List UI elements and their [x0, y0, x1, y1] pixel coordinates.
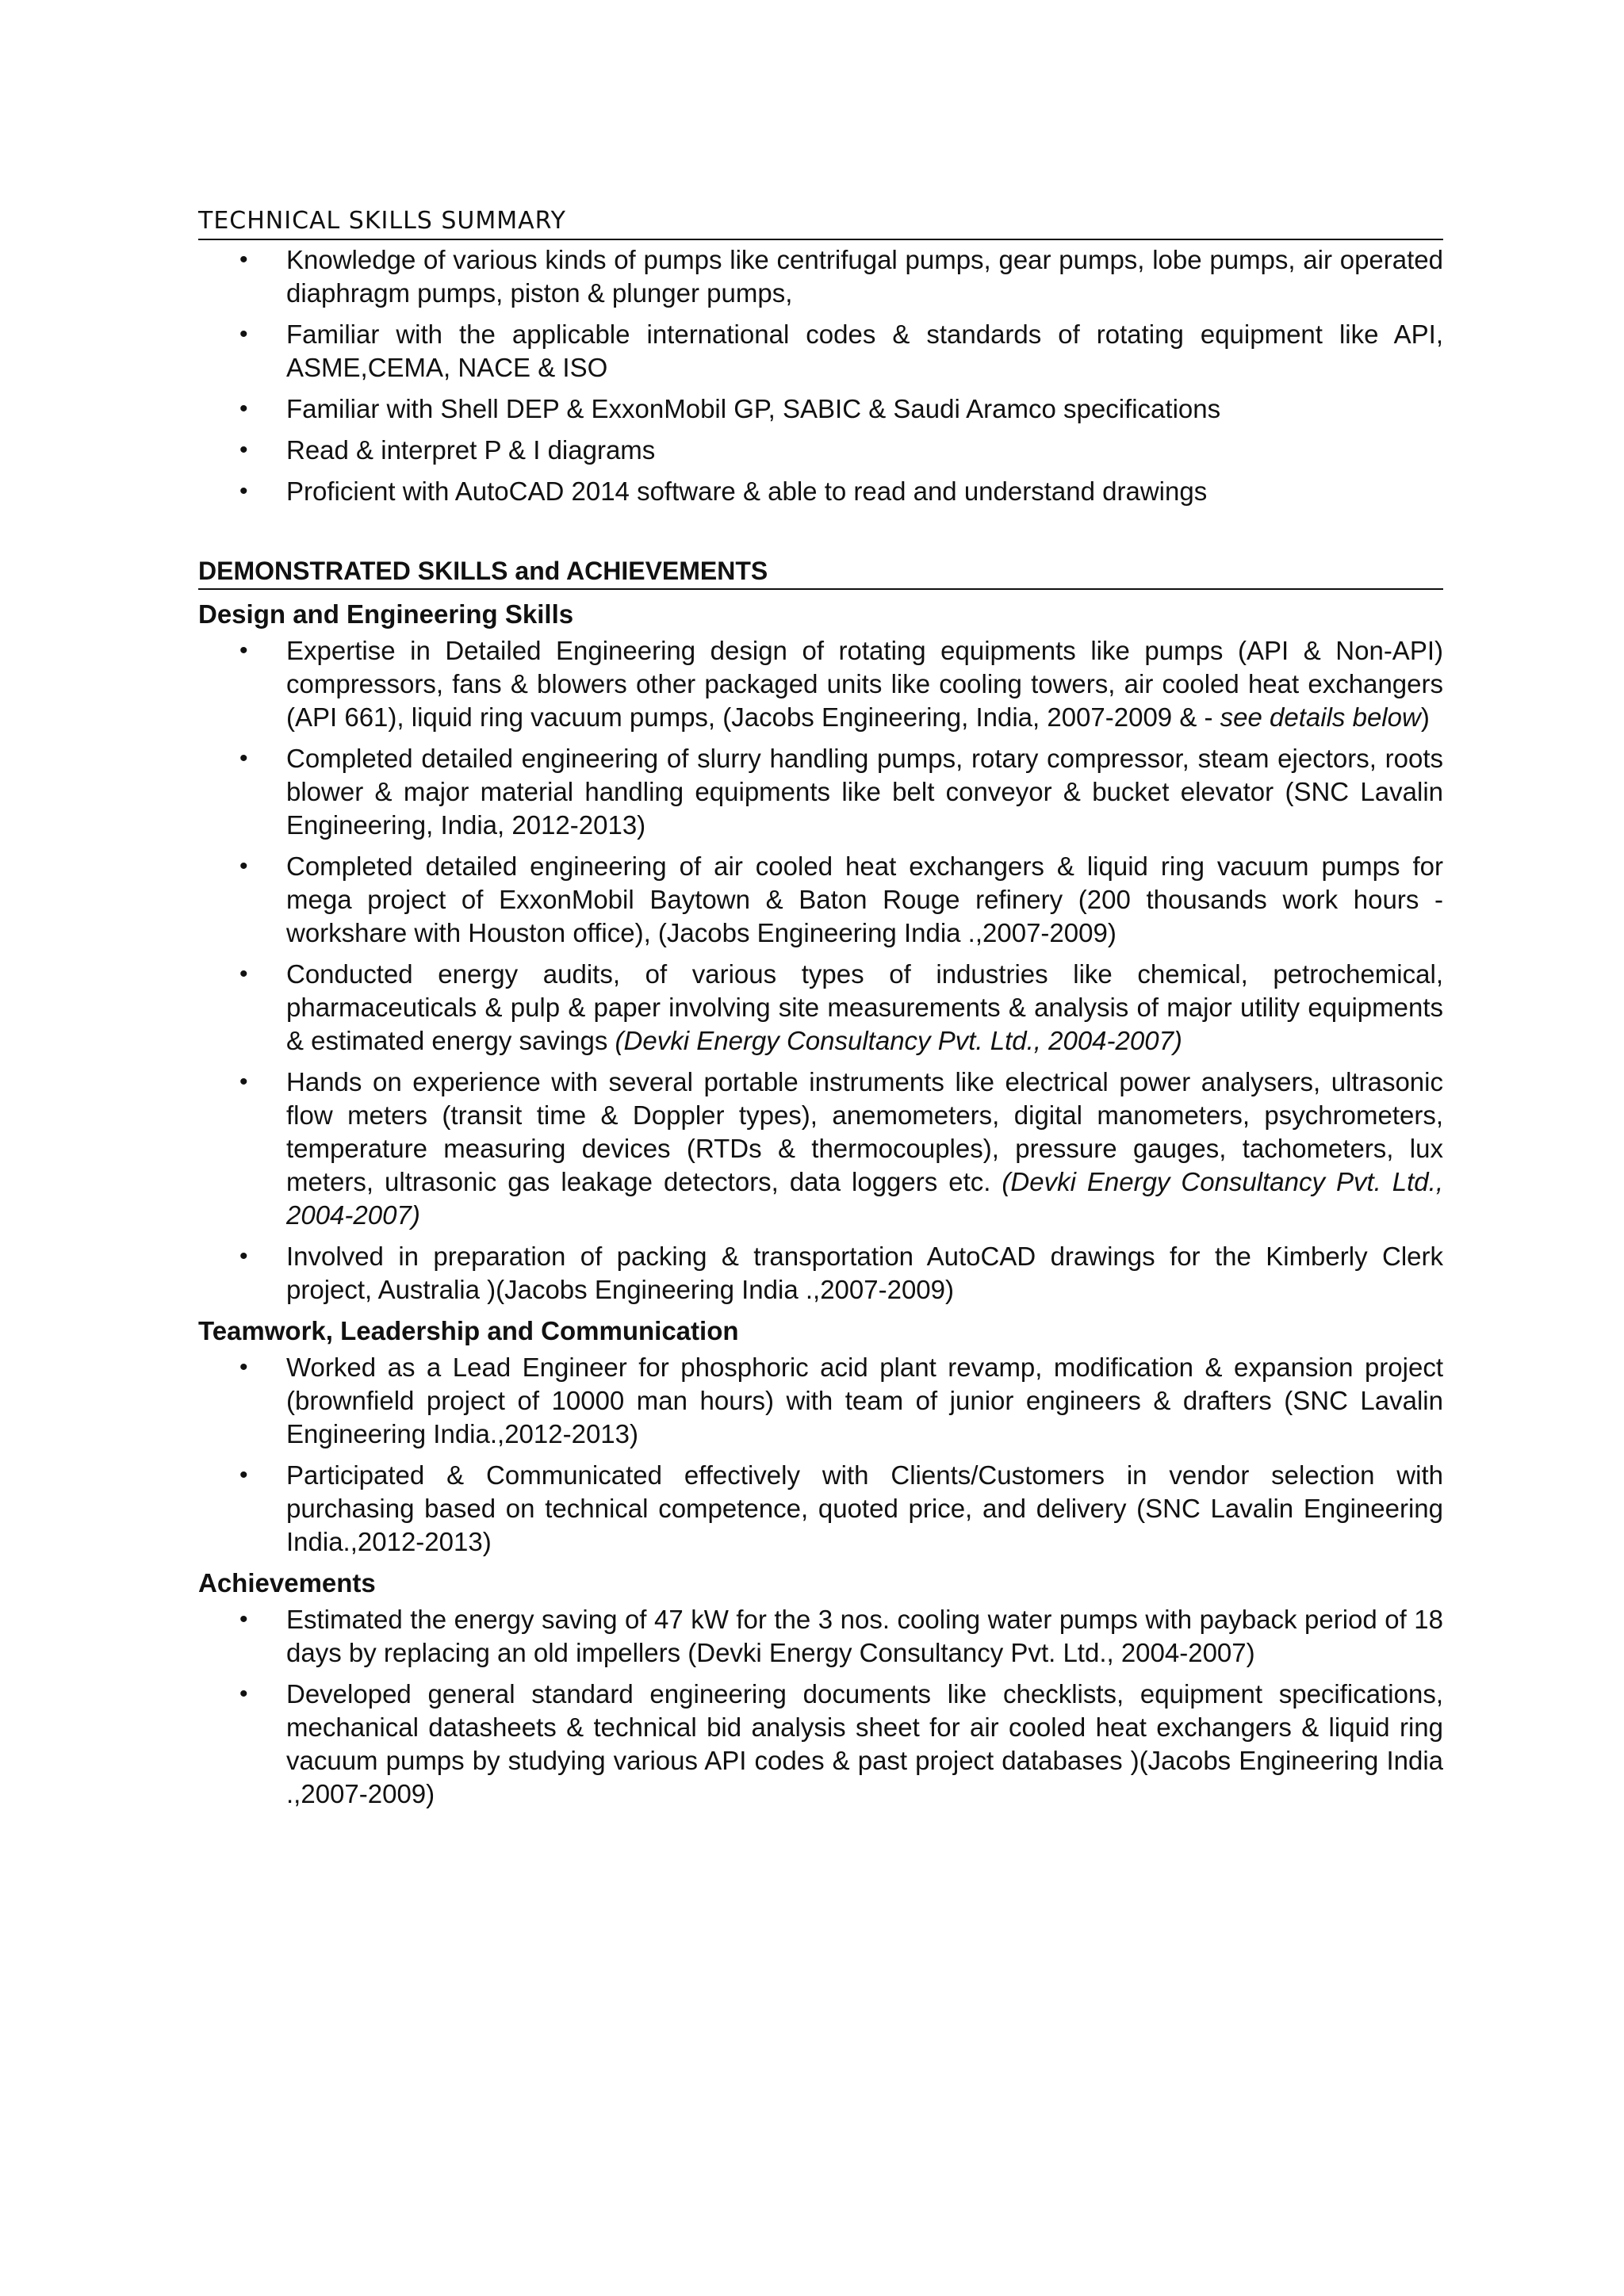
list-item: • Developed general standard engineering documents like checklists, equipment specifications, mechanical datasheets & technical bid analysis sheet for air cooled heat exchangers & liquid ring vacuum pumps by studying various API codes & past project databases )(Jacobs Engineering India .,2007-2009): [239, 1679, 1443, 1808]
teamwork-list: [198, 1351, 1443, 1559]
demonstrated-skills-heading: DEMONSTRATED SKILLS and ACHIEVEMENTS: [198, 554, 1443, 590]
bullet-icon: •: [239, 1069, 248, 1095]
list-item: • Knowledge of various kinds of pumps like centrifugal pumps, gear pumps, lobe pumps, air operated diaphragm pumps, piston & plunger pumps,: [239, 245, 1443, 308]
bullet-icon: •: [239, 478, 248, 504]
list-item: • Familiar with Shell DEP & ExxonMobil GP, SABIC & Saudi Aramco specifications: [198, 392, 1443, 426]
list-item: • Estimated the energy saving of 47 kW for the 3 nos. cooling water pumps with payback period of 18 days by replacing an old impellers (Devki Energy Consultancy Pvt. Ltd., 2004-2007): [239, 1605, 1443, 1667]
bullet-icon: •: [239, 437, 248, 463]
list-item: • Participated & Communicated effectively with Clients/Customers in vendor selection with purchasing based on technical competence, quoted price, and delivery (SNC Lavalin Engineering India.,2012-2013): [239, 1460, 1443, 1556]
list-item: • Involved in preparation of packing & transportation AutoCAD drawings for the Kimberly Clerk project, Australia )(Jacobs Engineering India .,2007-2009): [239, 1242, 1443, 1304]
list-item: • Proficient with AutoCAD 2014 software & able to read and understand drawings: [198, 475, 1443, 508]
bullet-icon: •: [239, 745, 248, 771]
bullet-icon: •: [239, 1462, 248, 1488]
technical-skills-list: [198, 243, 1443, 508]
design-skills-subheading: Design and Engineering Skills: [198, 599, 574, 629]
list-item: • Hands on experience with several portable instruments like electrical power analysers, ultrasonic flow meters (transit time & Doppler types), anemometers, digital manometers, psychrometers, temperature measuring devices (RTDs & thermocouples), pressure gauges, tachometers, lux meters, ultrasonic gas leakage detectors, data loggers etc. (Devki Energy Consultancy Pvt. Ltd., 2004-2007): [239, 1067, 1443, 1230]
bullet-icon: •: [239, 1606, 248, 1632]
list-item: • Conducted energy audits, of various types of industries like chemical, petrochemical, pharmaceuticals & pulp & paper involving site measurements & analysis of major utility equipments & estimated energy savings (Devki Energy Consultancy Pvt. Ltd., 2004-2007): [239, 959, 1443, 1055]
resume-page: [198, 205, 1443, 1811]
bullet-icon: •: [239, 637, 248, 664]
bullet-icon: •: [239, 247, 248, 273]
achievements-subheading: Achievements: [198, 1568, 376, 1598]
list-item: • Worked as a Lead Engineer for phosphoric acid plant revamp, modification & expansion project (brownfield project of 10000 man hours) with team of junior engineers & drafters (SNC Lavalin Engineering India.,2012-2013): [239, 1353, 1443, 1448]
design-skills-list: [198, 634, 1443, 1307]
achievements-list: [198, 1603, 1443, 1811]
bullet-icon: •: [239, 1354, 248, 1380]
section-spacer: [198, 508, 1443, 554]
list-item: • Completed detailed engineering of slurry handling pumps, rotary compressor, steam ejectors, roots blower & major material handling equipments like belt conveyor & bucket elevator (SNC Lavalin Engineering, India, 2012-2013): [239, 744, 1443, 840]
list-item: • Completed detailed engineering of air cooled heat exchangers & liquid ring vacuum pumps for mega project of ExxonMobil Baytown & Baton Rouge refinery (200 thousands work hours - workshare with Houston office), (Jacobs Engineering India .,2007-2009): [239, 851, 1443, 947]
bullet-icon: •: [239, 961, 248, 987]
bullet-icon: •: [239, 321, 248, 347]
bullet-icon: •: [239, 1243, 248, 1269]
bullet-icon: •: [239, 853, 248, 879]
list-item: • Expertise in Detailed Engineering design of rotating equipments like pumps (API & Non-API) compressors, fans & blowers other packaged units like cooling towers, air cooled heat exchangers (API 661), liquid ring vacuum pumps, (Jacobs Engineering, India, 2007-2009 & - see details below): [239, 636, 1443, 732]
bullet-icon: •: [239, 396, 248, 422]
technical-skills-heading: TECHNICAL SKILLS SUMMARY: [198, 205, 1443, 240]
bullet-icon: •: [239, 1681, 248, 1707]
teamwork-subheading: Teamwork, Leadership and Communication: [198, 1316, 739, 1345]
list-item: • Read & interpret P & I diagrams: [198, 434, 1443, 467]
list-item: • Familiar with the applicable international codes & standards of rotating equipment like API, ASME,CEMA, NACE & ISO: [239, 320, 1443, 382]
